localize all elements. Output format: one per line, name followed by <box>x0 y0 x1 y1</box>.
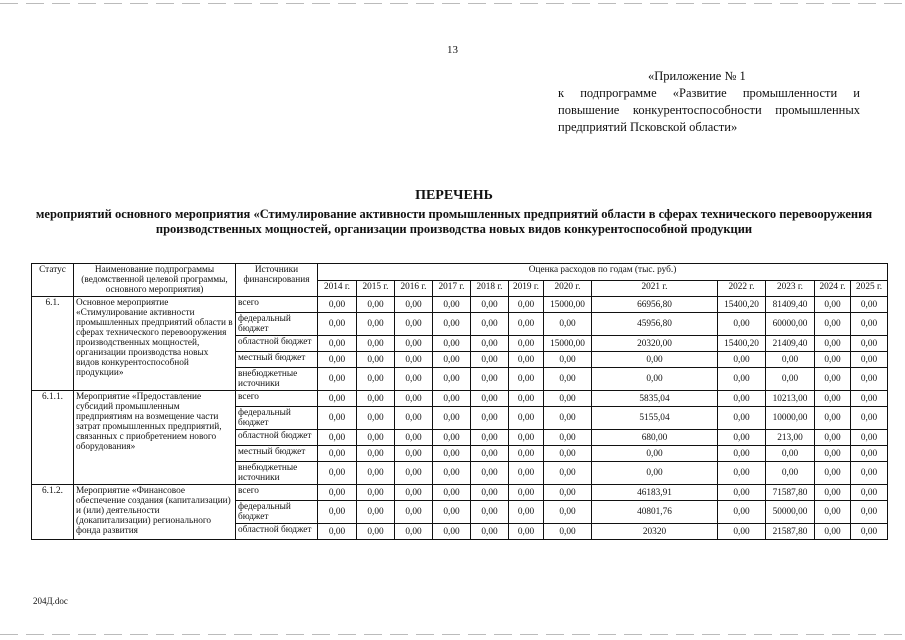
scan-artifact-top <box>0 3 905 4</box>
value-cell: 20320,00 <box>592 336 718 352</box>
value-cell: 0,00 <box>433 485 471 501</box>
appendix-text: к подпрограмме «Развитие промышленности и повышение конкурентоспособности промышленных предприятий Псковской области» <box>558 86 860 134</box>
value-cell: 0,00 <box>357 462 395 485</box>
value-cell: 21409,40 <box>766 336 815 352</box>
value-cell: 0,00 <box>471 368 509 391</box>
value-cell: 0,00 <box>851 297 888 313</box>
value-cell: 0,00 <box>395 352 433 368</box>
value-cell: 0,00 <box>718 430 766 446</box>
value-cell: 0,00 <box>509 297 544 313</box>
value-cell: 0,00 <box>851 485 888 501</box>
value-cell: 0,00 <box>471 485 509 501</box>
value-cell: 0,00 <box>718 313 766 336</box>
year-header: 2023 г. <box>766 280 815 297</box>
value-cell: 0,00 <box>318 391 357 407</box>
value-cell: 0,00 <box>318 336 357 352</box>
value-cell: 0,00 <box>815 352 851 368</box>
value-cell: 0,00 <box>592 446 718 462</box>
source-cell: федеральный бюджет <box>236 313 318 336</box>
source-cell: местный бюджет <box>236 446 318 462</box>
value-cell: 10213,00 <box>766 391 815 407</box>
source-cell: всего <box>236 485 318 501</box>
value-cell: 0,00 <box>509 407 544 430</box>
value-cell: 0,00 <box>433 430 471 446</box>
value-cell: 0,00 <box>544 368 592 391</box>
header-costs: Оценка расходов по годам (тыс. руб.) <box>318 264 888 281</box>
value-cell: 0,00 <box>544 391 592 407</box>
value-cell: 0,00 <box>471 336 509 352</box>
value-cell: 0,00 <box>815 485 851 501</box>
year-header: 2018 г. <box>471 280 509 297</box>
value-cell: 0,00 <box>718 524 766 540</box>
year-header: 2014 г. <box>318 280 357 297</box>
value-cell: 0,00 <box>766 368 815 391</box>
value-cell: 0,00 <box>318 524 357 540</box>
footer-filename: 204Д.doc <box>33 596 68 606</box>
heading-title: ПЕРЕЧЕНЬ <box>415 188 493 203</box>
value-cell: 0,00 <box>592 368 718 391</box>
value-cell: 0,00 <box>395 485 433 501</box>
table-row <box>32 485 888 501</box>
value-cell: 0,00 <box>509 368 544 391</box>
value-cell: 680,00 <box>592 430 718 446</box>
source-cell: всего <box>236 391 318 407</box>
value-cell: 0,00 <box>357 297 395 313</box>
year-header: 2025 г. <box>851 280 888 297</box>
source-cell: местный бюджет <box>236 352 318 368</box>
value-cell: 0,00 <box>318 313 357 336</box>
status-cell: 6.1.2. <box>32 485 74 540</box>
source-cell: внебюджетные источники <box>236 462 318 485</box>
year-header: 2024 г. <box>815 280 851 297</box>
value-cell: 0,00 <box>433 352 471 368</box>
value-cell: 0,00 <box>766 352 815 368</box>
value-cell: 0,00 <box>357 407 395 430</box>
value-cell: 0,00 <box>815 336 851 352</box>
value-cell: 0,00 <box>851 352 888 368</box>
value-cell: 0,00 <box>509 524 544 540</box>
value-cell: 0,00 <box>851 407 888 430</box>
header-name: Наименование подпрограммы (ведомственной целевой программы, основного мероприятия) <box>74 264 236 297</box>
value-cell: 0,00 <box>357 368 395 391</box>
value-cell: 213,00 <box>766 430 815 446</box>
value-cell: 0,00 <box>395 407 433 430</box>
value-cell: 60000,00 <box>766 313 815 336</box>
value-cell: 0,00 <box>357 352 395 368</box>
source-cell: федеральный бюджет <box>236 407 318 430</box>
value-cell: 50000,00 <box>766 501 815 524</box>
value-cell: 0,00 <box>718 391 766 407</box>
value-cell: 0,00 <box>815 297 851 313</box>
value-cell: 0,00 <box>357 485 395 501</box>
value-cell: 0,00 <box>433 407 471 430</box>
value-cell: 0,00 <box>318 501 357 524</box>
value-cell: 0,00 <box>851 368 888 391</box>
value-cell: 0,00 <box>471 391 509 407</box>
value-cell: 0,00 <box>509 336 544 352</box>
value-cell: 0,00 <box>851 446 888 462</box>
value-cell: 0,00 <box>851 391 888 407</box>
value-cell: 0,00 <box>395 313 433 336</box>
value-cell: 0,00 <box>433 391 471 407</box>
table-row <box>32 297 888 313</box>
value-cell: 0,00 <box>544 524 592 540</box>
value-cell: 0,00 <box>509 313 544 336</box>
value-cell: 0,00 <box>509 446 544 462</box>
header-source: Источники финансирования <box>236 264 318 297</box>
value-cell: 0,00 <box>851 313 888 336</box>
value-cell: 0,00 <box>395 297 433 313</box>
value-cell: 0,00 <box>718 368 766 391</box>
value-cell: 0,00 <box>851 336 888 352</box>
value-cell: 0,00 <box>592 352 718 368</box>
value-cell: 15400,20 <box>718 336 766 352</box>
value-cell: 0,00 <box>851 524 888 540</box>
value-cell: 0,00 <box>718 352 766 368</box>
value-cell: 0,00 <box>509 485 544 501</box>
value-cell: 0,00 <box>544 430 592 446</box>
value-cell: 0,00 <box>318 352 357 368</box>
header-status: Статус <box>32 264 74 297</box>
value-cell: 0,00 <box>471 462 509 485</box>
value-cell: 0,00 <box>318 297 357 313</box>
value-cell: 0,00 <box>851 501 888 524</box>
year-header: 2015 г. <box>357 280 395 297</box>
value-cell: 0,00 <box>718 462 766 485</box>
value-cell: 0,00 <box>815 501 851 524</box>
value-cell: 0,00 <box>395 391 433 407</box>
value-cell: 0,00 <box>815 446 851 462</box>
value-cell: 0,00 <box>433 368 471 391</box>
value-cell: 0,00 <box>357 391 395 407</box>
value-cell: 81409,40 <box>766 297 815 313</box>
value-cell: 0,00 <box>318 462 357 485</box>
value-cell: 0,00 <box>433 313 471 336</box>
value-cell: 0,00 <box>851 462 888 485</box>
value-cell: 0,00 <box>433 501 471 524</box>
value-cell: 0,00 <box>815 430 851 446</box>
value-cell: 0,00 <box>433 297 471 313</box>
year-header: 2022 г. <box>718 280 766 297</box>
value-cell: 0,00 <box>509 462 544 485</box>
value-cell: 0,00 <box>318 446 357 462</box>
heading-subtitle: мероприятий основного мероприятия «Стимулирование активности промышленных предприятий области в сферах технического перевооружения производственных мощностей, организации производства новых видов конкурентоспособной продукции <box>35 207 873 236</box>
value-cell: 40801,76 <box>592 501 718 524</box>
value-cell: 10000,00 <box>766 407 815 430</box>
value-cell: 0,00 <box>318 430 357 446</box>
value-cell: 0,00 <box>471 313 509 336</box>
value-cell: 0,00 <box>766 462 815 485</box>
value-cell: 0,00 <box>357 313 395 336</box>
value-cell: 66956,80 <box>592 297 718 313</box>
value-cell: 0,00 <box>815 391 851 407</box>
header-row <box>32 264 888 281</box>
value-cell: 0,00 <box>318 368 357 391</box>
page-number: 13 <box>447 44 458 56</box>
value-cell: 0,00 <box>509 430 544 446</box>
value-cell: 0,00 <box>318 407 357 430</box>
value-cell: 0,00 <box>592 462 718 485</box>
year-header: 2016 г. <box>395 280 433 297</box>
value-cell: 0,00 <box>471 501 509 524</box>
source-cell: всего <box>236 297 318 313</box>
value-cell: 0,00 <box>433 524 471 540</box>
year-header: 2021 г. <box>592 280 718 297</box>
value-cell: 0,00 <box>357 446 395 462</box>
value-cell: 0,00 <box>509 391 544 407</box>
value-cell: 0,00 <box>815 368 851 391</box>
value-cell: 0,00 <box>395 524 433 540</box>
value-cell: 0,00 <box>395 336 433 352</box>
value-cell: 21587,80 <box>766 524 815 540</box>
status-cell: 6.1. <box>32 297 74 391</box>
value-cell: 0,00 <box>433 336 471 352</box>
value-cell: 0,00 <box>544 501 592 524</box>
value-cell: 0,00 <box>395 430 433 446</box>
value-cell: 0,00 <box>815 462 851 485</box>
value-cell: 0,00 <box>509 352 544 368</box>
year-header: 2017 г. <box>433 280 471 297</box>
table-row <box>32 391 888 407</box>
value-cell: 0,00 <box>718 501 766 524</box>
value-cell: 0,00 <box>357 336 395 352</box>
value-cell: 0,00 <box>395 446 433 462</box>
value-cell: 0,00 <box>471 524 509 540</box>
value-cell: 0,00 <box>509 501 544 524</box>
value-cell: 0,00 <box>433 462 471 485</box>
year-header: 2020 г. <box>544 280 592 297</box>
value-cell: 0,00 <box>471 430 509 446</box>
value-cell: 15400,20 <box>718 297 766 313</box>
activity-name-cell: Мероприятие «Предоставление субсидий промышленным предприятиям на возмещение части затрат промышленных предприятий, связанных с приобретением нового оборудования» <box>74 391 236 485</box>
value-cell: 0,00 <box>544 407 592 430</box>
source-cell: внебюджетные источники <box>236 368 318 391</box>
activity-name-cell: Основное мероприятие «Стимулирование активности промышленных предприятий области в сферах технического перевооружения производственных мощностей, организации производства новых видов конкурентоспособной продукции» <box>74 297 236 391</box>
value-cell: 0,00 <box>395 501 433 524</box>
value-cell: 0,00 <box>766 446 815 462</box>
value-cell: 20320 <box>592 524 718 540</box>
value-cell: 0,00 <box>357 501 395 524</box>
source-cell: федеральный бюджет <box>236 501 318 524</box>
value-cell: 5835,04 <box>592 391 718 407</box>
activity-name-cell: Мероприятие «Финансовое обеспечение создания (капитализации) и (или) деятельности (докапитализации) регионального фонда развития <box>74 485 236 540</box>
value-cell: 0,00 <box>357 524 395 540</box>
value-cell: 0,00 <box>471 446 509 462</box>
source-cell: областной бюджет <box>236 524 318 540</box>
value-cell: 71587,80 <box>766 485 815 501</box>
appendix-block <box>558 68 860 136</box>
value-cell: 0,00 <box>815 407 851 430</box>
value-cell: 0,00 <box>471 297 509 313</box>
source-cell: областной бюджет <box>236 430 318 446</box>
value-cell: 0,00 <box>471 407 509 430</box>
value-cell: 0,00 <box>544 352 592 368</box>
value-cell: 0,00 <box>318 485 357 501</box>
year-header: 2019 г. <box>509 280 544 297</box>
value-cell: 0,00 <box>544 313 592 336</box>
value-cell: 0,00 <box>718 446 766 462</box>
source-cell: областной бюджет <box>236 336 318 352</box>
expenses-table <box>31 263 888 540</box>
value-cell: 0,00 <box>395 368 433 391</box>
appendix-title: «Приложение № 1 <box>648 69 746 83</box>
scan-artifact-bottom <box>0 634 905 635</box>
value-cell: 15000,00 <box>544 336 592 352</box>
value-cell: 45956,80 <box>592 313 718 336</box>
value-cell: 0,00 <box>815 313 851 336</box>
value-cell: 0,00 <box>433 446 471 462</box>
value-cell: 0,00 <box>395 462 433 485</box>
value-cell: 0,00 <box>718 407 766 430</box>
value-cell: 0,00 <box>815 524 851 540</box>
value-cell: 46183,91 <box>592 485 718 501</box>
value-cell: 0,00 <box>544 446 592 462</box>
status-cell: 6.1.1. <box>32 391 74 485</box>
value-cell: 0,00 <box>357 430 395 446</box>
value-cell: 0,00 <box>544 462 592 485</box>
value-cell: 0,00 <box>471 352 509 368</box>
value-cell: 0,00 <box>544 485 592 501</box>
document-heading <box>20 188 888 236</box>
value-cell: 0,00 <box>851 430 888 446</box>
value-cell: 5155,04 <box>592 407 718 430</box>
value-cell: 15000,00 <box>544 297 592 313</box>
value-cell: 0,00 <box>718 485 766 501</box>
